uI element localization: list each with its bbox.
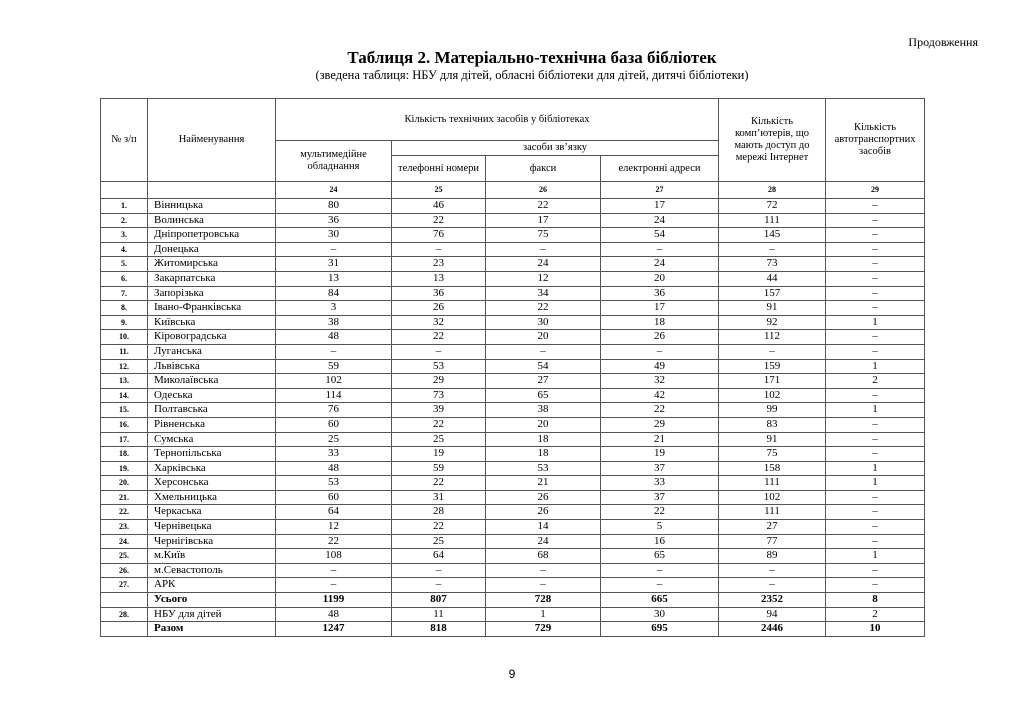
- row-name: АРК: [148, 578, 276, 593]
- cell-value: 33: [276, 447, 392, 462]
- cell-value: –: [826, 417, 925, 432]
- row-name: Сумська: [148, 432, 276, 447]
- row-number: 27.: [101, 578, 148, 593]
- cell-value: 42: [601, 388, 719, 403]
- cell-value: 22: [486, 301, 601, 316]
- column-number: 25: [392, 182, 486, 199]
- cell-value: 80: [276, 199, 392, 214]
- cell-value: 34: [486, 286, 601, 301]
- row-name: Усього: [148, 593, 276, 608]
- cell-value: –: [392, 344, 486, 359]
- cell-value: 111: [719, 213, 826, 228]
- cell-value: 39: [392, 403, 486, 418]
- cell-value: 75: [719, 447, 826, 462]
- row-name: Київська: [148, 315, 276, 330]
- header-computers: Кількість комп’ютерів, що мають доступ до мережі Інтернет: [719, 99, 826, 182]
- cell-value: 145: [719, 228, 826, 243]
- row-number: 13.: [101, 374, 148, 389]
- cell-value: 26: [392, 301, 486, 316]
- cell-value: 11: [392, 607, 486, 622]
- cell-value: 83: [719, 417, 826, 432]
- table-row: [101, 447, 925, 462]
- table-row: [101, 271, 925, 286]
- cell-value: 21: [601, 432, 719, 447]
- header-tech-group: Кількість технічних засобів у бібліотеках: [276, 99, 719, 141]
- row-number: 25.: [101, 549, 148, 564]
- table-row: [101, 417, 925, 432]
- cell-value: 818: [392, 622, 486, 637]
- cell-value: 21: [486, 476, 601, 491]
- cell-value: 19: [392, 447, 486, 462]
- row-name: Вінницька: [148, 199, 276, 214]
- cell-value: 24: [601, 213, 719, 228]
- cell-value: 65: [486, 388, 601, 403]
- cell-value: 31: [392, 490, 486, 505]
- column-number: [101, 182, 148, 199]
- row-name: Закарпатська: [148, 271, 276, 286]
- row-number: 18.: [101, 447, 148, 462]
- table-row: [101, 374, 925, 389]
- row-name: Дніпропетровська: [148, 228, 276, 243]
- cell-value: 53: [486, 461, 601, 476]
- cell-value: 2446: [719, 622, 826, 637]
- cell-value: 26: [486, 490, 601, 505]
- row-number: [101, 622, 148, 637]
- cell-value: 695: [601, 622, 719, 637]
- row-name: Чернігівська: [148, 534, 276, 549]
- cell-value: 112: [719, 330, 826, 345]
- column-number: 28: [719, 182, 826, 199]
- cell-value: 84: [276, 286, 392, 301]
- cell-value: –: [276, 563, 392, 578]
- cell-value: –: [601, 344, 719, 359]
- cell-value: 1: [826, 476, 925, 491]
- cell-value: –: [826, 534, 925, 549]
- row-name: Черкаська: [148, 505, 276, 520]
- cell-value: –: [826, 505, 925, 520]
- table-row: [101, 476, 925, 491]
- cell-value: –: [276, 344, 392, 359]
- row-number: 17.: [101, 432, 148, 447]
- cell-value: 17: [601, 301, 719, 316]
- cell-value: 37: [601, 490, 719, 505]
- row-number: 2.: [101, 213, 148, 228]
- cell-value: 12: [486, 271, 601, 286]
- row-name: Івано-Франківська: [148, 301, 276, 316]
- table-row: [101, 330, 925, 345]
- cell-value: 22: [392, 520, 486, 535]
- row-name: Миколаївська: [148, 374, 276, 389]
- cell-value: 48: [276, 607, 392, 622]
- cell-value: 102: [276, 374, 392, 389]
- cell-value: –: [826, 563, 925, 578]
- cell-value: 30: [276, 228, 392, 243]
- total-row: [101, 622, 925, 637]
- table-row: [101, 549, 925, 564]
- cell-value: 20: [486, 417, 601, 432]
- cell-value: –: [486, 578, 601, 593]
- header-phones: телефонні номери: [392, 156, 486, 182]
- header-multimedia: мультимедійне обладнання: [276, 141, 392, 182]
- column-number: [148, 182, 276, 199]
- cell-value: 94: [719, 607, 826, 622]
- table-row: [101, 213, 925, 228]
- cell-value: 59: [392, 461, 486, 476]
- table-row: [101, 505, 925, 520]
- cell-value: –: [826, 213, 925, 228]
- cell-value: 1: [826, 403, 925, 418]
- cell-value: 18: [486, 432, 601, 447]
- row-number: 23.: [101, 520, 148, 535]
- cell-value: –: [826, 301, 925, 316]
- cell-value: 16: [601, 534, 719, 549]
- table-row: [101, 403, 925, 418]
- row-number: 3.: [101, 228, 148, 243]
- table-row: [101, 388, 925, 403]
- row-number: 7.: [101, 286, 148, 301]
- row-number: 26.: [101, 563, 148, 578]
- cell-value: 60: [276, 490, 392, 505]
- table-row: [101, 257, 925, 272]
- cell-value: –: [601, 578, 719, 593]
- cell-value: 46: [392, 199, 486, 214]
- table-row: [101, 301, 925, 316]
- cell-value: 30: [486, 315, 601, 330]
- row-name: м.Севастополь: [148, 563, 276, 578]
- cell-value: 25: [276, 432, 392, 447]
- cell-value: 22: [392, 476, 486, 491]
- cell-value: 159: [719, 359, 826, 374]
- cell-value: 73: [392, 388, 486, 403]
- cell-value: –: [826, 578, 925, 593]
- cell-value: –: [826, 447, 925, 462]
- cell-value: 91: [719, 432, 826, 447]
- header-faxes: факси: [486, 156, 601, 182]
- cell-value: –: [486, 563, 601, 578]
- cell-value: 3: [276, 301, 392, 316]
- table-row: [101, 242, 925, 257]
- cell-value: 27: [486, 374, 601, 389]
- row-name: Запорізька: [148, 286, 276, 301]
- cell-value: –: [719, 578, 826, 593]
- cell-value: 73: [719, 257, 826, 272]
- cell-value: 38: [276, 315, 392, 330]
- cell-value: 36: [601, 286, 719, 301]
- cell-value: 33: [601, 476, 719, 491]
- cell-value: 64: [276, 505, 392, 520]
- cell-value: 8: [826, 593, 925, 608]
- row-name: Рівненська: [148, 417, 276, 432]
- row-name: Житомирська: [148, 257, 276, 272]
- row-number: 5.: [101, 257, 148, 272]
- row-name: Разом: [148, 622, 276, 637]
- row-name: Луганська: [148, 344, 276, 359]
- table-title: Таблиця 2. Матеріально-технічна база бібліотек: [347, 48, 717, 67]
- cell-value: 13: [276, 271, 392, 286]
- cell-value: 1: [826, 549, 925, 564]
- cell-value: 22: [601, 505, 719, 520]
- table-row: [101, 199, 925, 214]
- row-number: 9.: [101, 315, 148, 330]
- cell-value: 17: [601, 199, 719, 214]
- row-number: 12.: [101, 359, 148, 374]
- row-name: Донецька: [148, 242, 276, 257]
- cell-value: 19: [601, 447, 719, 462]
- cell-value: 1247: [276, 622, 392, 637]
- cell-value: –: [826, 228, 925, 243]
- row-number: 8.: [101, 301, 148, 316]
- row-name: Одеська: [148, 388, 276, 403]
- cell-value: 32: [392, 315, 486, 330]
- cell-value: 26: [601, 330, 719, 345]
- table-row: [101, 534, 925, 549]
- cell-value: –: [826, 271, 925, 286]
- cell-value: 1: [486, 607, 601, 622]
- cell-value: –: [392, 578, 486, 593]
- cell-value: 1: [826, 315, 925, 330]
- cell-value: 38: [486, 403, 601, 418]
- cell-value: –: [392, 242, 486, 257]
- row-name: Полтавська: [148, 403, 276, 418]
- cell-value: 28: [392, 505, 486, 520]
- row-name: Кіровоградська: [148, 330, 276, 345]
- row-number: 10.: [101, 330, 148, 345]
- cell-value: 64: [392, 549, 486, 564]
- row-name: Херсонська: [148, 476, 276, 491]
- cell-value: –: [601, 242, 719, 257]
- row-number: 20.: [101, 476, 148, 491]
- cell-value: 20: [486, 330, 601, 345]
- cell-value: 102: [719, 490, 826, 505]
- cell-value: –: [276, 578, 392, 593]
- header-num: № з/п: [101, 99, 148, 182]
- cell-value: –: [486, 242, 601, 257]
- cell-value: –: [719, 344, 826, 359]
- cell-value: 20: [601, 271, 719, 286]
- cell-value: 75: [486, 228, 601, 243]
- row-name: Харківська: [148, 461, 276, 476]
- table-row: [101, 359, 925, 374]
- cell-value: –: [719, 242, 826, 257]
- cell-value: 22: [392, 330, 486, 345]
- column-number: 24: [276, 182, 392, 199]
- table-subtitle: (зведена таблиця: НБУ для дітей, обласні бібліотеки для дітей, дитячі бібліотеки): [315, 68, 749, 82]
- cell-value: 24: [601, 257, 719, 272]
- continued-label: Продовження: [908, 35, 978, 49]
- row-number: 28.: [101, 607, 148, 622]
- cell-value: 1: [826, 461, 925, 476]
- table-row: [101, 286, 925, 301]
- row-number: [101, 593, 148, 608]
- row-name: Львівська: [148, 359, 276, 374]
- cell-value: 157: [719, 286, 826, 301]
- cell-value: 12: [276, 520, 392, 535]
- cell-value: 36: [276, 213, 392, 228]
- cell-value: 72: [719, 199, 826, 214]
- row-number: 22.: [101, 505, 148, 520]
- cell-value: 108: [276, 549, 392, 564]
- table-row: [101, 461, 925, 476]
- table-row: [101, 490, 925, 505]
- cell-value: 807: [392, 593, 486, 608]
- cell-value: 37: [601, 461, 719, 476]
- cell-value: –: [486, 344, 601, 359]
- cell-value: 99: [719, 403, 826, 418]
- row-number: 16.: [101, 417, 148, 432]
- row-number: 19.: [101, 461, 148, 476]
- cell-value: 29: [601, 417, 719, 432]
- row-number: 1.: [101, 199, 148, 214]
- cell-value: 114: [276, 388, 392, 403]
- cell-value: 5: [601, 520, 719, 535]
- cell-value: –: [826, 242, 925, 257]
- cell-value: 48: [276, 461, 392, 476]
- cell-value: 22: [392, 417, 486, 432]
- table-row: [101, 432, 925, 447]
- table-row: [101, 607, 925, 622]
- table-row: [101, 563, 925, 578]
- row-number: 6.: [101, 271, 148, 286]
- column-number: 29: [826, 182, 925, 199]
- cell-value: 25: [392, 432, 486, 447]
- table-row: [101, 344, 925, 359]
- header-name: Найменування: [148, 99, 276, 182]
- header-emails: електронні адреси: [601, 156, 719, 182]
- cell-value: 665: [601, 593, 719, 608]
- column-number: 26: [486, 182, 601, 199]
- cell-value: 65: [601, 549, 719, 564]
- cell-value: 729: [486, 622, 601, 637]
- cell-value: 68: [486, 549, 601, 564]
- cell-value: 76: [276, 403, 392, 418]
- cell-value: 29: [392, 374, 486, 389]
- cell-value: 54: [601, 228, 719, 243]
- row-number: 14.: [101, 388, 148, 403]
- cell-value: 77: [719, 534, 826, 549]
- cell-value: –: [826, 199, 925, 214]
- cell-value: 24: [486, 257, 601, 272]
- cell-value: –: [719, 563, 826, 578]
- cell-value: 1: [826, 359, 925, 374]
- cell-value: 18: [486, 447, 601, 462]
- cell-value: 53: [392, 359, 486, 374]
- cell-value: 1199: [276, 593, 392, 608]
- cell-value: 92: [719, 315, 826, 330]
- cell-value: 44: [719, 271, 826, 286]
- total-row: [101, 593, 925, 608]
- row-number: 21.: [101, 490, 148, 505]
- cell-value: 102: [719, 388, 826, 403]
- cell-value: 728: [486, 593, 601, 608]
- table-row: [101, 315, 925, 330]
- row-name: Чернівецька: [148, 520, 276, 535]
- cell-value: 54: [486, 359, 601, 374]
- cell-value: –: [826, 432, 925, 447]
- column-number: 27: [601, 182, 719, 199]
- cell-value: 10: [826, 622, 925, 637]
- cell-value: –: [826, 286, 925, 301]
- cell-value: 59: [276, 359, 392, 374]
- row-number: 24.: [101, 534, 148, 549]
- cell-value: 60: [276, 417, 392, 432]
- cell-value: 26: [486, 505, 601, 520]
- page-number: 9: [508, 667, 516, 681]
- cell-value: 22: [601, 403, 719, 418]
- row-name: Волинська: [148, 213, 276, 228]
- table-row: [101, 578, 925, 593]
- cell-value: 13: [392, 271, 486, 286]
- cell-value: 24: [486, 534, 601, 549]
- table-row: [101, 228, 925, 243]
- cell-value: –: [826, 490, 925, 505]
- cell-value: 22: [486, 199, 601, 214]
- cell-value: 31: [276, 257, 392, 272]
- cell-value: 111: [719, 505, 826, 520]
- cell-value: –: [276, 242, 392, 257]
- cell-value: 158: [719, 461, 826, 476]
- column-number-row: [101, 182, 925, 199]
- cell-value: 27: [719, 520, 826, 535]
- cell-value: 171: [719, 374, 826, 389]
- cell-value: 22: [276, 534, 392, 549]
- cell-value: 76: [392, 228, 486, 243]
- cell-value: 23: [392, 257, 486, 272]
- cell-value: 14: [486, 520, 601, 535]
- row-number: 4.: [101, 242, 148, 257]
- cell-value: 2: [826, 607, 925, 622]
- cell-value: –: [601, 563, 719, 578]
- cell-value: –: [826, 330, 925, 345]
- cell-value: 48: [276, 330, 392, 345]
- cell-value: 30: [601, 607, 719, 622]
- cell-value: 25: [392, 534, 486, 549]
- cell-value: 49: [601, 359, 719, 374]
- table-row: [101, 520, 925, 535]
- row-name: НБУ для дітей: [148, 607, 276, 622]
- cell-value: 53: [276, 476, 392, 491]
- table-body: [101, 182, 925, 637]
- row-name: Тернопільська: [148, 447, 276, 462]
- header-comm-group: засоби зв’язку: [392, 141, 719, 156]
- cell-value: 36: [392, 286, 486, 301]
- row-number: 15.: [101, 403, 148, 418]
- cell-value: –: [826, 388, 925, 403]
- cell-value: –: [826, 257, 925, 272]
- cell-value: 17: [486, 213, 601, 228]
- row-name: Хмельницька: [148, 490, 276, 505]
- row-name: м.Київ: [148, 549, 276, 564]
- cell-value: 91: [719, 301, 826, 316]
- cell-value: 2: [826, 374, 925, 389]
- header-vehicles: Кількість автотранспортних засобів: [826, 99, 925, 182]
- cell-value: 2352: [719, 593, 826, 608]
- row-number: 11.: [101, 344, 148, 359]
- libraries-table: [100, 98, 925, 637]
- cell-value: 111: [719, 476, 826, 491]
- cell-value: –: [826, 520, 925, 535]
- cell-value: 32: [601, 374, 719, 389]
- cell-value: –: [826, 344, 925, 359]
- cell-value: 22: [392, 213, 486, 228]
- cell-value: 89: [719, 549, 826, 564]
- cell-value: –: [392, 563, 486, 578]
- cell-value: 18: [601, 315, 719, 330]
